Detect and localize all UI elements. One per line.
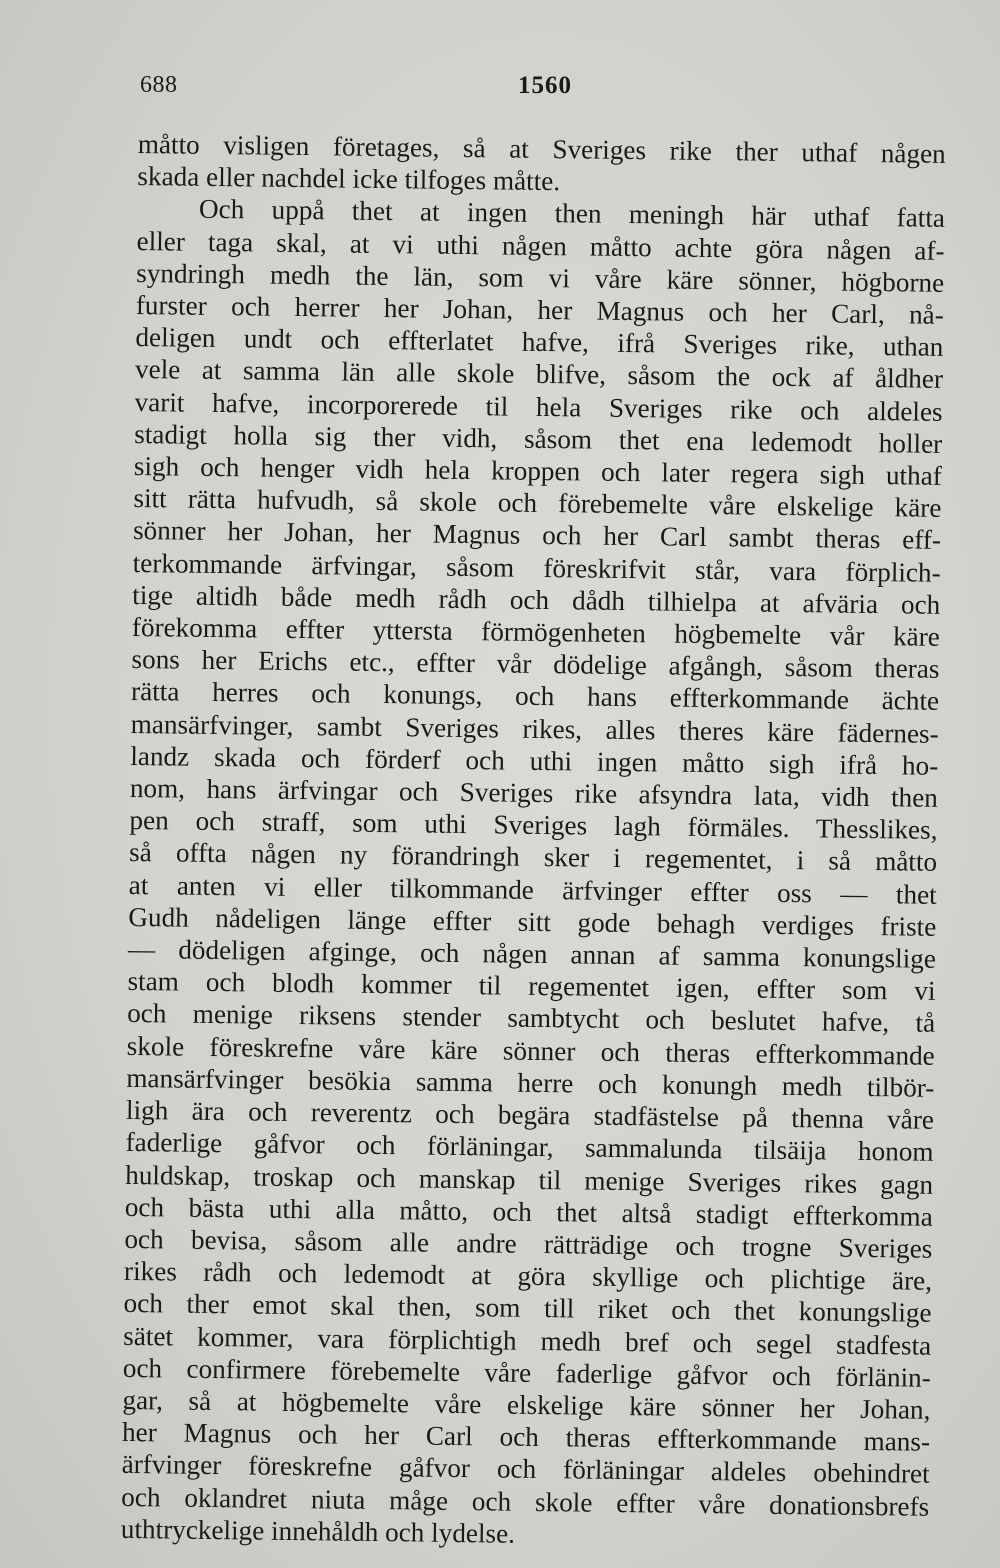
running-head-year: 1560 (518, 72, 572, 99)
text-line: sons her Erichs etc., effter vår dödelige afgångh, såsom theras (131, 644, 940, 685)
text-line: och bästa uthi alla måtto, och thet altså stadigt effterkomma (124, 1191, 933, 1232)
text-line: måtto visligen företages, så at Sveriges rike ther uthaf någen (137, 128, 946, 169)
text-line: landz skada och förderf och uthi ingen måtto sigh ifrå ho- (130, 740, 939, 781)
text-line: syndringh medh the län, som vi våre käre sönner, högborne (136, 257, 945, 298)
text-line: rätta herres och konungs, och hans effterkommande ächte (130, 676, 940, 717)
text-line: mansärfvinger, sambt Sveriges rikes, alles theres käre fädernes- (130, 708, 939, 749)
text-line: och confirmere förebemelte våre faderlige gåfvor och förlänin- (122, 1352, 931, 1393)
text-line: sitt rätta hufvudh, så skole och förebemelte våre elskelige käre (133, 483, 942, 524)
text-line: terkommande ärfvingar, såsom föreskrifvit står, vara förplich- (132, 547, 941, 588)
text-line: sigh och henger vidh hela kroppen och later regera sigh uthaf (133, 451, 942, 491)
text-line: ärfvinger föreskrefne gåfvor och förläningar aldeles obehindret (121, 1449, 930, 1490)
text-line: och bevisa, såsom alle andre rätträdige och trogne Sveriges (124, 1223, 933, 1264)
text-line: nom, hans ärfvingar och Sveriges rike afsyndra lata, vidh then (129, 773, 939, 813)
text-line: Gudh nådeligen länge effter sitt gode behagh verdiges friste (128, 901, 937, 942)
body-text (121, 128, 946, 1555)
text-line: och menige riksens stender sambtycht och beslutet hafve, tå (126, 998, 936, 1039)
text-line: och oklandret niuta måge och skole effter våre donationsbrefs (121, 1481, 930, 1522)
text-line: och ther emot skal then, som till riket och thet konungslige (123, 1288, 932, 1329)
text-line: pen och straff, som uthi Sveriges lagh förmäles. Thesslikes, (129, 805, 938, 846)
text-line: ligh ära och reverentz och begära stadfästelse på thenna våre (125, 1095, 935, 1135)
text-line: faderlige gåfvor och förläningar, sammalunda tilsäija honom (125, 1127, 934, 1168)
text-line: eller taga skal, at vi uthi någen måtto achte göra någen af- (136, 225, 945, 266)
text-line: förekomma effter yttersta förmögenheten högbemelte vår käre (131, 612, 941, 652)
text-line: rikes rådh och ledemodt at göra skyllige och plichtige äre, (123, 1256, 933, 1296)
text-line: vele at samma län alle skole blifve, såsom the ock af åldher (134, 354, 944, 395)
text-line: stadigt holla sig ther vidh, såsom thet ena ledemodt holler (134, 418, 943, 459)
text-line: huldskap, troskap och manskap til menige Sveriges rikes gagn (125, 1159, 934, 1200)
text-line: stam och blodh kommer til regementet igen, effter som vi (127, 966, 936, 1007)
text-line: her Magnus och her Carl och theras effterkommande mans- (121, 1417, 931, 1457)
text-line: deligen undt och effterlatet hafve, ifrå Sveriges rike, uthan (135, 322, 944, 363)
text-line: tige altidh både medh rådh och dådh tilhielpa at afväria och (132, 579, 941, 620)
text-line: at anten vi eller tilkommande ärfvinger effter oss — thet (128, 869, 937, 910)
text-line: sätet kommer, vara förplichtigh medh bref och segel stadfesta (123, 1320, 932, 1361)
text-line: — dödeligen afginge, och någen annan af samma konungslige (127, 934, 937, 974)
text-line: sönner her Johan, her Magnus och her Carl sambt theras eff- (132, 515, 942, 556)
text-line: uthtryckelige innehåldh och lydelse. (120, 1513, 516, 1549)
page-number: 688 (140, 72, 178, 98)
text-line: skada eller nachdel icke tilfoges måtte. (137, 161, 561, 197)
text-line: varit hafve, incorporerede til hela Sveriges rike och aldeles (134, 386, 943, 427)
page-header (140, 72, 940, 108)
text-line: mansärfvinger besökia samma herre och konungh medh tilbör- (126, 1062, 935, 1103)
text-line: Och uppå thet at ingen then meningh här uthaf fatta (198, 194, 946, 234)
text-line: så offta någen ny förandringh sker i regementet, i så måtto (128, 837, 938, 878)
text-line: skole föreskrefne våre käre sönner och theras effterkommande (126, 1030, 935, 1071)
text-line: furster och herrer her Johan, her Magnus och her Carl, nå- (135, 290, 944, 330)
text-line: gar, så at högbemelte våre elskelige käre sönner her Johan, (122, 1384, 931, 1425)
